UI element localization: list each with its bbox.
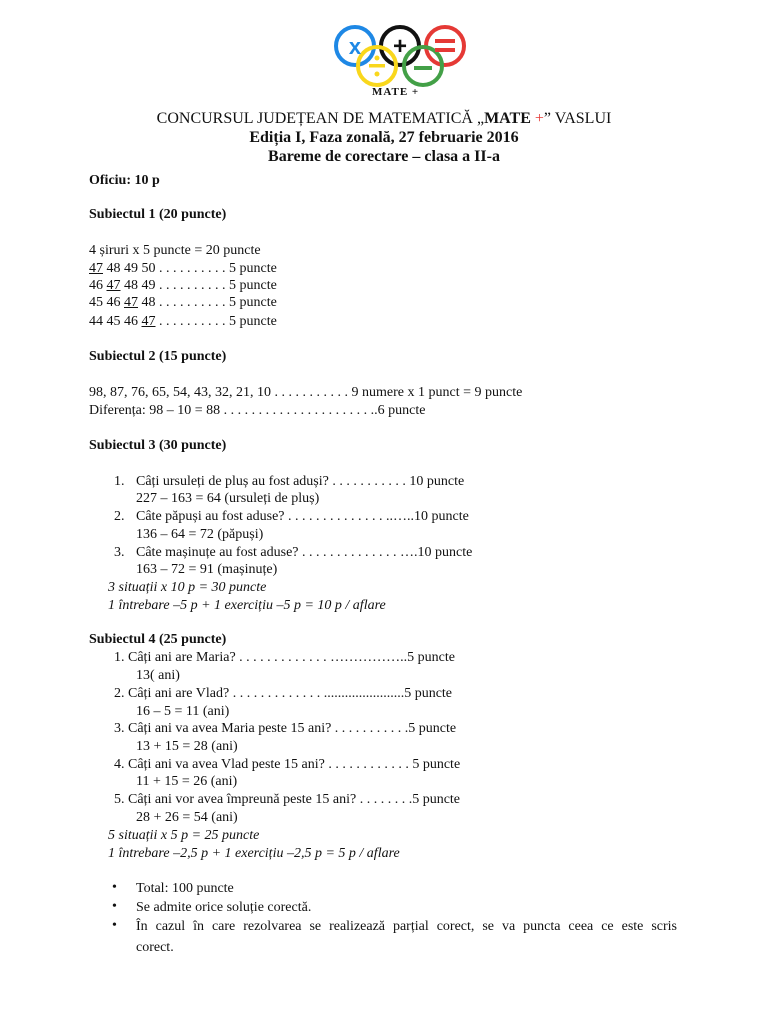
bullet-partial-line-1: În cazul în care rezolvarea se realizează parțial corect, se va puncta ceea ce este scris (136, 919, 677, 934)
subject-4-note-2: 1 întrebare –2,5 p + 1 exercițiu –2,5 p = 5 p / aflare (108, 846, 400, 861)
subject-3-item-number: 1. (114, 474, 125, 489)
sequence-row: 44 45 46 47 . . . . . . . . . . 5 puncte (89, 314, 277, 329)
subject-3-question: Câți ursuleți de pluș au fost aduși? . . . . . . . . . . . 10 puncte (136, 474, 465, 489)
oficiu-line: Oficiu: 10 p (89, 173, 160, 188)
subject-3-answer: 163 – 72 = 91 (mașinuțe) (136, 562, 278, 577)
subject-3-question: Câte păpuși au fost aduse? . . . . . . . . . . . . . . ..…..10 puncte (136, 509, 469, 524)
svg-text:x: x (348, 34, 362, 59)
subject-3-item-number: 3. (114, 545, 125, 560)
subject-3-item-number: 2. (114, 509, 125, 524)
bullet-icon: • (112, 918, 117, 933)
contest-title: CONCURSUL JUDEȚEAN DE MATEMATICĂ „MATE +” VASLUI (156, 110, 612, 127)
sequence-row: 47 48 49 50 . . . . . . . . . . 5 puncte (89, 261, 277, 276)
bullet-icon: • (112, 880, 117, 895)
subject-4-question: 2. Câți ani are Vlad? . . . . . . . . . . . . . .......................5 puncte (114, 686, 453, 701)
subject-4-answer: 13( ani) (136, 668, 180, 683)
subject-4-question: 5. Câți ani vor avea împreună peste 15 ani? . . . . . . . .5 puncte (114, 792, 461, 807)
subject-3-title: Subiectul 3 (30 puncte) (89, 438, 227, 453)
bullet-partial-line-2: corect. (136, 940, 174, 955)
subject-4-title: Subiectul 4 (25 puncte) (89, 632, 227, 647)
subject-2-title: Subiectul 2 (15 puncte) (89, 349, 227, 364)
subject-4-note-1: 5 situații x 5 p = 25 puncte (108, 828, 260, 843)
bullet-any-solution: Se admite orice soluție corectă. (136, 900, 312, 915)
subject-1-intro: 4 șiruri x 5 puncte = 20 puncte (89, 243, 261, 258)
bullet-icon: • (112, 899, 117, 914)
subject-3-question: Câte mașinuțe au fost aduse? . . . . . . . . . . . . . . ….10 puncte (136, 545, 473, 560)
subject-3-note-1: 3 situații x 10 p = 30 puncte (108, 580, 267, 595)
sequence-row: 46 47 48 49 . . . . . . . . . . 5 puncte (89, 278, 277, 293)
subject-4-answer: 28 + 26 = 54 (ani) (136, 810, 238, 825)
subject-3-answer: 227 – 163 = 64 (ursuleți de pluș) (136, 491, 320, 506)
subject-4-question: 3. Câți ani va avea Maria peste 15 ani? . . . . . . . . . . .5 puncte (114, 721, 457, 736)
svg-text:+: + (392, 33, 408, 60)
subject-3-answer: 136 – 64 = 72 (păpuși) (136, 527, 264, 542)
subject-4-answer: 16 – 5 = 11 (ani) (136, 704, 230, 719)
subject-3-note-2: 1 întrebare –5 p + 1 exercițiu –5 p = 10 p / aflare (108, 598, 386, 613)
logo-text: MATE + (372, 86, 420, 98)
subject-4-question: 4. Câți ani va avea Vlad peste 15 ani? . . . . . . . . . . . . 5 puncte (114, 757, 461, 772)
grading-subtitle: Bareme de corectare – clasa a II-a (268, 148, 500, 165)
subject-4-question: 1. Câți ani are Maria? . . . . . . . . . . . . . ……………..5 puncte (114, 650, 455, 665)
subject-2-line-1: 98, 87, 76, 65, 54, 43, 32, 21, 10 . . . . . . . . . . . 9 numere x 1 punct = 9 puncte (89, 385, 523, 400)
subject-1-title: Subiectul 1 (20 puncte) (89, 207, 227, 222)
subject-4-answer: 13 + 15 = 28 (ani) (136, 739, 238, 754)
subject-2-line-2: Diferența: 98 – 10 = 88 . . . . . . . . . . . . . . . . . . . . . ..6 puncte (89, 403, 426, 418)
subject-4-answer: 11 + 15 = 26 (ani) (136, 774, 238, 789)
bullet-total: Total: 100 puncte (136, 881, 234, 896)
sequence-row: 45 46 47 48 . . . . . . . . . . 5 puncte (89, 295, 277, 310)
edition-line: Ediția I, Faza zonală, 27 februarie 2016 (249, 129, 519, 146)
